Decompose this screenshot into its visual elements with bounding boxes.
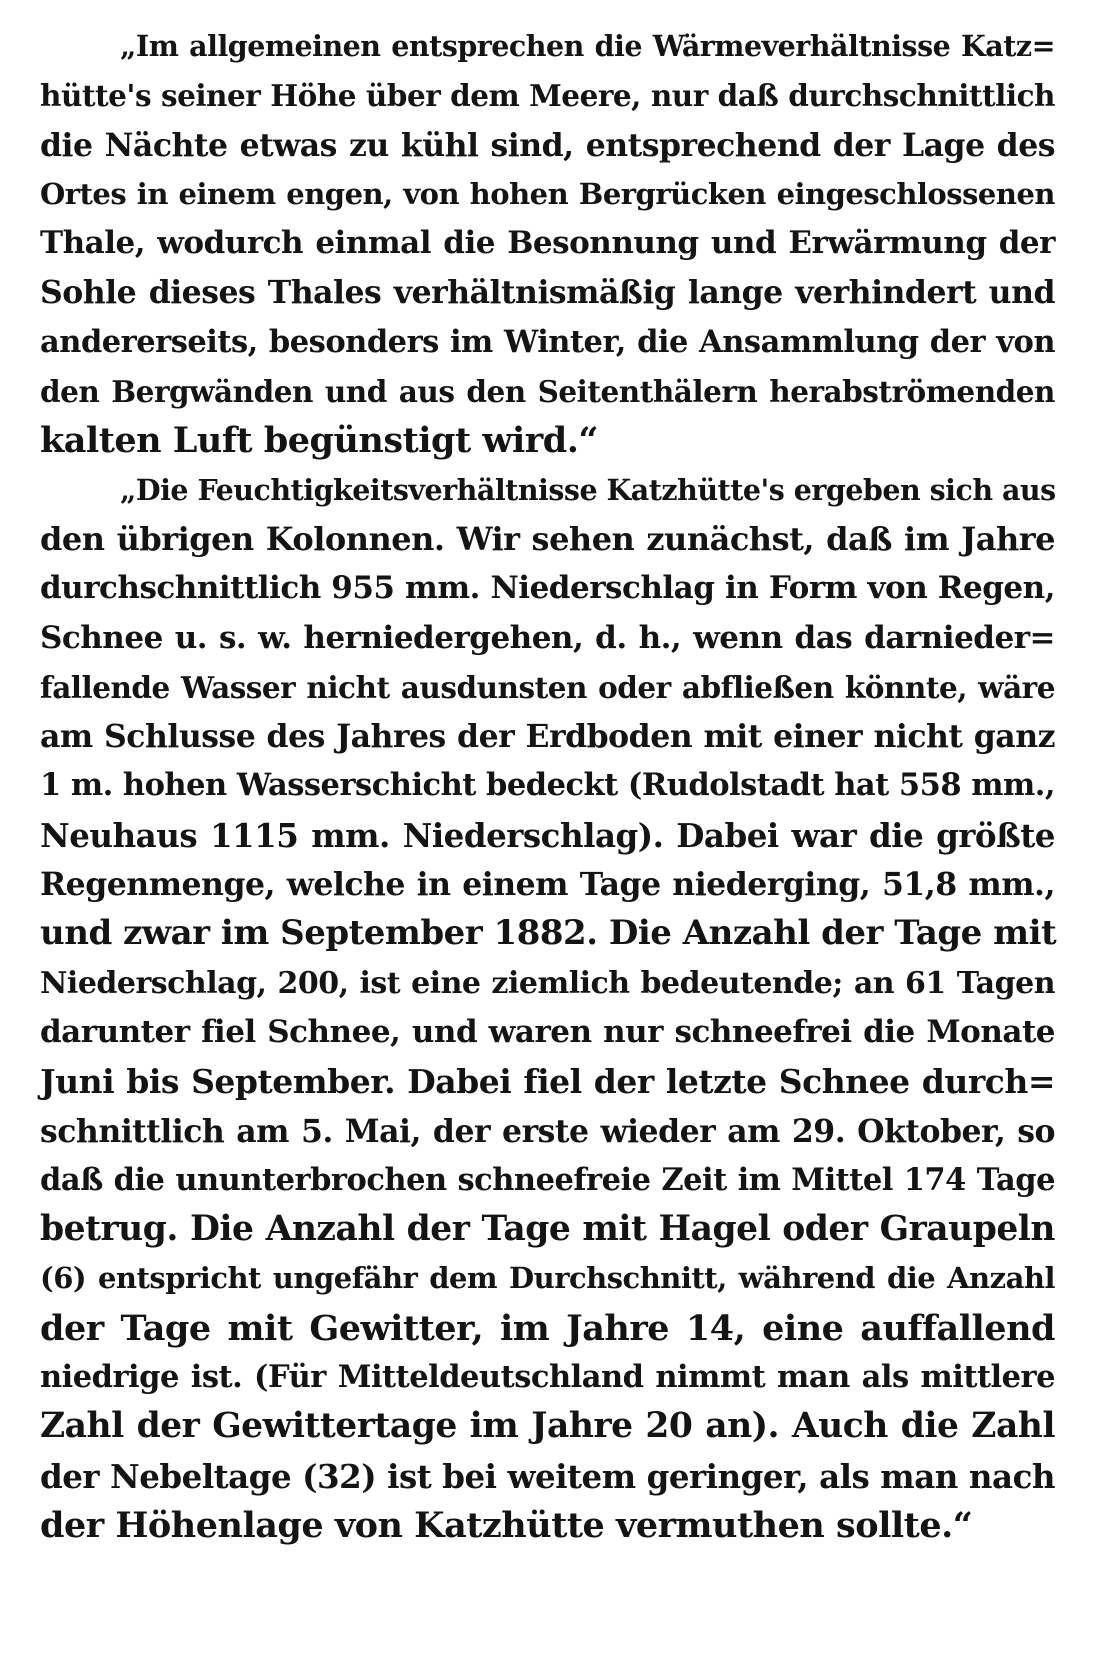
text-line: Niederschlag, 200, ist eine ziemlich bedeutende; an 61 Tagen (40, 965, 1055, 1001)
text-line: hütte's seiner Höhe über dem Meere, nur daß durchschnittlich (40, 78, 1055, 114)
text-line: Juni bis September. Dabei fiel der letzte Schnee durch= (40, 1062, 1055, 1102)
text-line: „Im allgemeinen entsprechen die Wärmeverhältnisse Katz= (120, 29, 1055, 63)
text-line: Neuhaus 1115 mm. Niederschlag). Dabei war die größte (40, 815, 1055, 855)
text-line: am Schlusse des Jahres der Erdboden mit einer nicht ganz (40, 718, 1055, 756)
text-line: der Nebeltage (32) ist bei weitem geringer, als man nach (40, 1456, 1055, 1496)
text-line: „Die Feuchtigkeitsverhältnisse Katzhütte's ergeben sich aus (120, 472, 1056, 507)
paragraph-humidity (40, 466, 1055, 1551)
text-line: den Bergwänden und aus den Seitenthälern herabströmenden (40, 374, 1055, 410)
text-line: der Höhenlage von Katzhütte vermuthen sollte.“ (40, 1504, 973, 1546)
text-line: den übrigen Kolonnen. Wir sehen zunächst, daß im Jahre (40, 519, 1055, 558)
text-line: Sohle dieses Thales verhältnismäßig lange verhindert und (40, 274, 1055, 312)
text-line: Thale, wodurch einmal die Besonnung und Erwärmung der (40, 225, 1055, 262)
text-line: fallende Wasser nicht ausdunsten oder abfließen könnte, wäre (40, 669, 1055, 705)
text-line: schnittlich am 5. Mai, der erste wieder am 29. Oktober, so (40, 1112, 1055, 1150)
text-line: Ortes in einem engen, von hohen Bergrücken eingeschlossenen (40, 176, 1055, 211)
text-line: andererseits, besonders im Winter, die Ansammlung der von (40, 323, 1055, 360)
text-line: Schnee u. s. w. herniedergehen, d. h., wenn das darnieder= (40, 619, 1055, 656)
text-line: der Tage mit Gewitter, im Jahre 14, eine auffallend (40, 1307, 1055, 1349)
document-page (40, 22, 1055, 1550)
text-line: darunter fiel Schnee, und waren nur schneefrei die Monate (40, 1013, 1055, 1050)
text-line: niedrige ist. (Für Mitteldeutschland nimmt man als mittlere (40, 1359, 1055, 1396)
text-line: durchschnittlich 955 mm. Niederschlag in Form von Regen, (40, 570, 1055, 607)
text-line: Zahl der Gewittertage im Jahre 20 an). Auch die Zahl (40, 1406, 1055, 1447)
text-line: 1 m. hohen Wasserschicht bedeckt (Rudolstadt hat 558 mm., (40, 767, 1055, 804)
text-line: betrug. Die Anzahl der Tage mit Hagel oder Graupeln (40, 1209, 1055, 1250)
text-line: und zwar im September 1882. Die Anzahl der Tage mit (40, 913, 1057, 954)
text-line: kalten Luft begünstigt wird.“ (40, 420, 599, 462)
text-line: daß die ununterbrochen schneefreie Zeit im Mittel 174 Tage (40, 1161, 1055, 1198)
text-line: die Nächte etwas zu kühl sind, entsprechend der Lage des (40, 126, 1055, 164)
paragraph-temperature (40, 22, 1055, 466)
text-line: Regenmenge, welche in einem Tage niederging, 51,8 mm., (40, 866, 1055, 904)
text-line: (6) entspricht ungefähr dem Durchschnitt, während die Anzahl (40, 1261, 1055, 1296)
